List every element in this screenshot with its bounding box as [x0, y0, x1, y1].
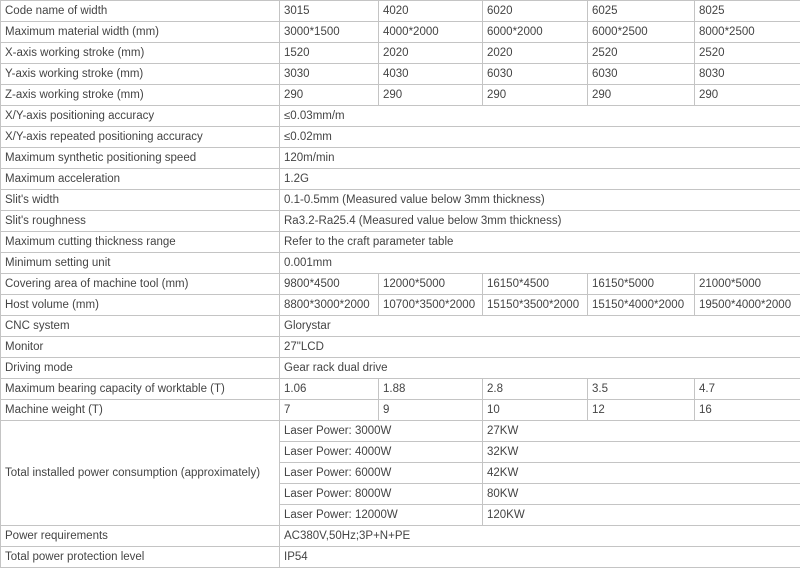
table-row [1, 316, 800, 337]
row-value: 8030 [695, 64, 800, 85]
row-value: 6000*2000 [483, 22, 588, 43]
table-row [1, 22, 800, 43]
row-value: 3000*1500 [280, 22, 379, 43]
row-label: Monitor [1, 337, 280, 358]
row-value: 16150*4500 [483, 274, 588, 295]
row-value: 6000*2500 [588, 22, 695, 43]
power-total-value: 80KW [483, 484, 800, 505]
row-value: 2520 [695, 43, 800, 64]
row-value: 9 [379, 400, 483, 421]
table-row [1, 1, 800, 22]
row-value: 10 [483, 400, 588, 421]
table-row [1, 85, 800, 106]
table-row [1, 169, 800, 190]
row-value: 12 [588, 400, 695, 421]
row-label: X/Y-axis repeated positioning accuracy [1, 127, 280, 148]
table-row [1, 211, 800, 232]
row-value: 3015 [280, 1, 379, 22]
row-label: Covering area of machine tool (mm) [1, 274, 280, 295]
spec-table-body [1, 1, 800, 568]
row-label: Maximum bearing capacity of worktable (T) [1, 379, 280, 400]
row-value: 290 [379, 85, 483, 106]
laser-power-value: Laser Power: 6000W [280, 463, 483, 484]
row-label: Maximum synthetic positioning speed [1, 148, 280, 169]
row-label: Slit's roughness [1, 211, 280, 232]
row-value: 2.8 [483, 379, 588, 400]
row-value: 290 [483, 85, 588, 106]
power-total-value: 120KW [483, 505, 800, 526]
power-total-value: 27KW [483, 421, 800, 442]
table-row [1, 337, 800, 358]
row-value: 6030 [588, 64, 695, 85]
table-row [1, 358, 800, 379]
row-value: 8025 [695, 1, 800, 22]
row-value: 1.2G [280, 169, 800, 190]
row-value: Gear rack dual drive [280, 358, 800, 379]
row-value: Ra3.2-Ra25.4 (Measured value below 3mm thickness) [280, 211, 800, 232]
row-value: 2020 [379, 43, 483, 64]
power-total-value: 32KW [483, 442, 800, 463]
row-label: Slit's width [1, 190, 280, 211]
row-value: 120m/min [280, 148, 800, 169]
row-value: 290 [280, 85, 379, 106]
table-row [1, 127, 800, 148]
row-value: 1520 [280, 43, 379, 64]
row-value: 9800*4500 [280, 274, 379, 295]
laser-power-value: Laser Power: 8000W [280, 484, 483, 505]
row-value: 15150*3500*2000 [483, 295, 588, 316]
row-label: Host volume (mm) [1, 295, 280, 316]
row-label: Maximum cutting thickness range [1, 232, 280, 253]
row-value: 6025 [588, 1, 695, 22]
row-value: 2020 [483, 43, 588, 64]
row-label: Maximum acceleration [1, 169, 280, 190]
row-value: 4.7 [695, 379, 800, 400]
table-row [1, 421, 800, 442]
row-label: X/Y-axis positioning accuracy [1, 106, 280, 127]
table-row [1, 232, 800, 253]
table-row [1, 274, 800, 295]
row-value: 4020 [379, 1, 483, 22]
row-label: Machine weight (T) [1, 400, 280, 421]
table-row [1, 400, 800, 421]
row-value: 6030 [483, 64, 588, 85]
row-value: 27"LCD [280, 337, 800, 358]
table-row [1, 43, 800, 64]
row-label: X-axis working stroke (mm) [1, 43, 280, 64]
table-row [1, 106, 800, 127]
table-row [1, 190, 800, 211]
row-value: 12000*5000 [379, 274, 483, 295]
row-value: 290 [695, 85, 800, 106]
row-value: 15150*4000*2000 [588, 295, 695, 316]
row-value: 290 [588, 85, 695, 106]
row-value: 2520 [588, 43, 695, 64]
table-row [1, 64, 800, 85]
row-value: 16 [695, 400, 800, 421]
row-label: Z-axis working stroke (mm) [1, 85, 280, 106]
table-row [1, 379, 800, 400]
row-value: AC380V,50Hz;3P+N+PE [280, 526, 800, 547]
row-label: Y-axis working stroke (mm) [1, 64, 280, 85]
row-value: 19500*4000*2000 [695, 295, 800, 316]
row-value: 21000*5000 [695, 274, 800, 295]
row-value: 10700*3500*2000 [379, 295, 483, 316]
table-row [1, 295, 800, 316]
row-value: 8800*3000*2000 [280, 295, 379, 316]
row-value: 16150*5000 [588, 274, 695, 295]
power-total-value: 42KW [483, 463, 800, 484]
row-value: 1.88 [379, 379, 483, 400]
laser-power-value: Laser Power: 3000W [280, 421, 483, 442]
row-value: 4030 [379, 64, 483, 85]
row-value: 0.1-0.5mm (Measured value below 3mm thickness) [280, 190, 800, 211]
row-value: ≤0.03mm/m [280, 106, 800, 127]
row-value: 7 [280, 400, 379, 421]
row-label: Driving mode [1, 358, 280, 379]
power-consumption-label: Total installed power consumption (approximately) [1, 421, 280, 526]
laser-power-value: Laser Power: 12000W [280, 505, 483, 526]
table-row [1, 526, 800, 547]
row-value: 8000*2500 [695, 22, 800, 43]
row-value: 1.06 [280, 379, 379, 400]
row-value: ≤0.02mm [280, 127, 800, 148]
row-label: Power requirements [1, 526, 280, 547]
row-label: Minimum setting unit [1, 253, 280, 274]
row-value: 4000*2000 [379, 22, 483, 43]
table-row [1, 547, 800, 568]
row-label: Maximum material width (mm) [1, 22, 280, 43]
row-value: Glorystar [280, 316, 800, 337]
row-value: 3030 [280, 64, 379, 85]
table-row [1, 253, 800, 274]
row-value: 3.5 [588, 379, 695, 400]
row-label: Code name of width [1, 1, 280, 22]
row-value: IP54 [280, 547, 800, 568]
table-row [1, 148, 800, 169]
row-value: 0.001mm [280, 253, 800, 274]
row-label: CNC system [1, 316, 280, 337]
row-label: Total power protection level [1, 547, 280, 568]
laser-power-value: Laser Power: 4000W [280, 442, 483, 463]
row-value: 6020 [483, 1, 588, 22]
row-value: Refer to the craft parameter table [280, 232, 800, 253]
